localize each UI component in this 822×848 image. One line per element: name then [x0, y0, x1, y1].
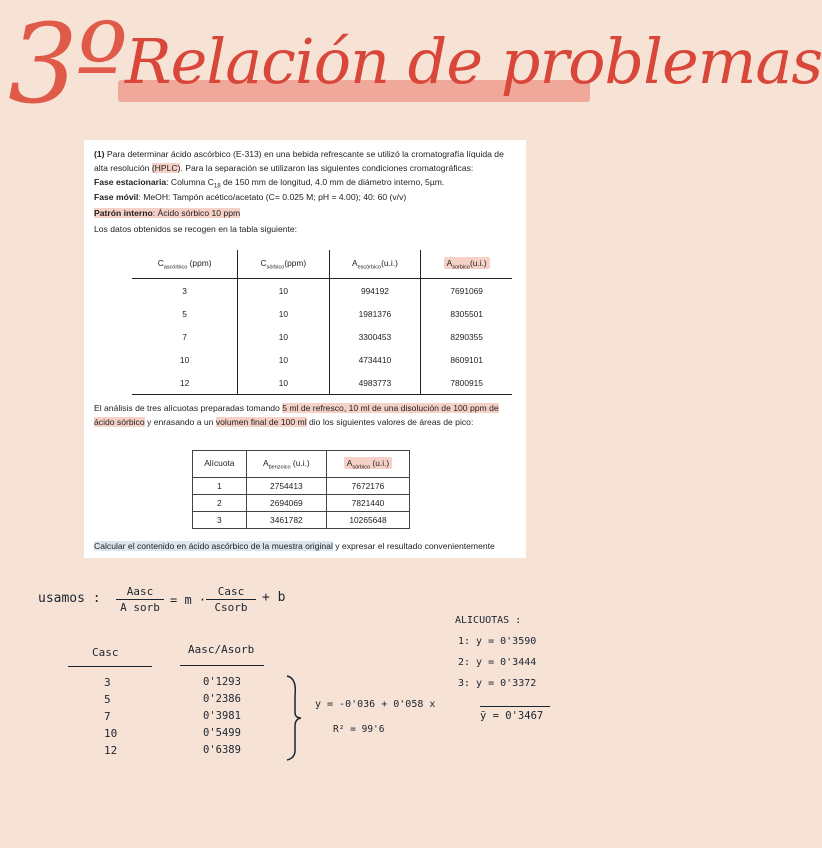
- question-highlight: Calcular el contenido en ácido ascórbico de la muestra original: [94, 541, 333, 551]
- table-cell: 10: [238, 302, 329, 325]
- regression-eq: y = -0'036 + 0'058 x: [315, 699, 436, 710]
- col2-header: Aasc/Asorb: [188, 643, 255, 656]
- table-cell: 7691069: [421, 279, 512, 303]
- list-item: 12: [104, 744, 118, 757]
- table2-header-0: Alícuota: [193, 451, 247, 478]
- table1-header-0: $C_{ascórbico}$ (ppm): [132, 250, 238, 279]
- datos-text: Los datos obtenidos se recogen en la tabla siguiente:: [94, 224, 298, 234]
- patron-label: Patrón interno: [94, 208, 153, 218]
- table-row: [132, 325, 512, 348]
- mean-rule: [480, 706, 550, 707]
- list-item: 3: [104, 676, 111, 689]
- fraction-area: [116, 585, 164, 614]
- intro-text: Para determinar ácido ascórbico (E-313) en una bebida refrescante se utilizó la cromatografía líquida de alta resolución: [94, 149, 504, 173]
- r-squared: R² = 99'6: [333, 724, 385, 735]
- problem-intro: [94, 148, 514, 175]
- fase-est-text: : Columna C: [166, 177, 214, 187]
- frac1-num: Aasc: [126, 585, 154, 598]
- table-cell: 994192: [329, 279, 421, 303]
- table-cell: 10: [179, 354, 190, 365]
- patron-text: : Ácido sórbico 10 ppm: [152, 208, 241, 218]
- aliquot-table: [192, 450, 410, 529]
- problem-number: (1): [94, 149, 105, 159]
- list-item: 0'1293: [203, 676, 241, 688]
- title-text: Relación de problemas: [125, 25, 822, 98]
- table-cell: 7672176: [326, 478, 409, 495]
- fase-mov-text: : MeOH: Tampón acético/acetato (C= 0.025 M; pH = 4.00); 40: 60 (v/v): [138, 192, 407, 202]
- list-item: 1: y = 0'3590: [458, 636, 537, 647]
- note-usamos: usamos :: [38, 591, 101, 606]
- frac1-den: A sorb: [120, 601, 160, 614]
- page-title: [0, 0, 822, 130]
- table2-header-2: $A_{sórbico}$ (u.i.): [326, 451, 409, 478]
- calibration-table: [132, 250, 512, 395]
- problem-card: [84, 140, 526, 558]
- question-text: [94, 540, 524, 554]
- list-item: 3: y = 0'3372: [458, 678, 537, 689]
- table-row: [193, 512, 410, 529]
- fase-est-end: de 150 mm de longitud, 4.0 mm de diámetro interno, 5µm.: [220, 177, 445, 187]
- table-cell: 5: [182, 308, 187, 319]
- intro-end: . Para la separación se utilizaron las siguientes condiciones cromatográficas:: [180, 162, 474, 173]
- table-cell: 3: [182, 285, 187, 296]
- table-cell: 1: [193, 478, 247, 495]
- table-cell: 2694069: [246, 495, 326, 512]
- table-cell: 8305501: [421, 302, 512, 325]
- brace-icon: [283, 672, 307, 762]
- table-row: [132, 279, 512, 303]
- analisis-highlight-1: 5 ml de refresco, 10 ml de una disolución de 100 ppm de ácido sórbico: [94, 403, 499, 427]
- table1-header-2: $A_{escórbico}(u.i.)$: [329, 250, 421, 279]
- fase-mov-label: Fase móvil: [94, 192, 139, 202]
- frac2-num: Casc: [217, 585, 245, 598]
- col2-rule: [180, 665, 264, 666]
- col1-header: Casc: [92, 646, 119, 659]
- table-cell: 8290355: [421, 325, 512, 348]
- table-cell: 7: [182, 331, 187, 342]
- table1-header-1: $C_{sórbico}(ppm)$: [238, 250, 329, 279]
- patron-interno: [94, 207, 514, 221]
- table-cell: 10: [238, 325, 329, 348]
- table-cell: 10: [238, 371, 329, 395]
- table-cell: 8609101: [421, 348, 512, 371]
- list-item: 0'6389: [203, 744, 241, 756]
- table-cell: 12: [132, 371, 238, 395]
- table-cell: 2754413: [246, 478, 326, 495]
- table-row: [193, 478, 410, 495]
- fase-est-label: Fase estacionaria: [94, 177, 167, 187]
- table2-header-1: $A_{benzoico}$ (u.i.): [246, 451, 326, 478]
- table-cell: 10: [238, 279, 329, 303]
- table-cell: 2: [193, 495, 247, 512]
- fase-movil: [94, 191, 514, 205]
- table-cell: 4983773: [329, 371, 421, 395]
- fraction-conc: [206, 585, 256, 614]
- col1-rule: [68, 666, 152, 667]
- table-row: [132, 348, 512, 371]
- analisis-3: dio los siguientes valores de áreas de pico:: [306, 416, 474, 427]
- table-cell: 7821440: [326, 495, 409, 512]
- analisis-2: y enrasando a un: [144, 416, 216, 427]
- alicuotas-title: ALICUOTAS :: [455, 615, 522, 626]
- table-row: [193, 495, 410, 512]
- note-plus-b: + b: [262, 590, 286, 605]
- mean-value: ȳ = 0'3467: [480, 710, 544, 722]
- hplc-highlight: (HPLC): [151, 162, 181, 173]
- frac2-den: Csorb: [214, 601, 248, 614]
- table-row: [132, 371, 512, 395]
- list-item: 7: [104, 710, 111, 723]
- note-eq-m: = m ·: [170, 593, 207, 607]
- list-item: 2: y = 0'3444: [458, 657, 537, 668]
- question-end: y expresar el resultado convenientemente: [332, 541, 495, 551]
- analisis-text: [94, 402, 514, 429]
- table-cell: 3: [193, 512, 247, 529]
- analisis-1: El análisis de tres alícuotas preparadas tomando: [94, 403, 283, 413]
- analisis-highlight-2: volumen final de 100 ml: [215, 416, 307, 427]
- list-item: 0'2386: [203, 693, 241, 705]
- table-cell: 3461782: [246, 512, 326, 529]
- table-cell: 10265648: [326, 512, 409, 529]
- fase-est-sub: 18: [213, 183, 221, 190]
- list-item: 10: [104, 727, 118, 740]
- table-row: [132, 302, 512, 325]
- table-cell: 3300453: [329, 325, 421, 348]
- table1-header-3: $A_{sorbico}(u.i.)$: [421, 250, 512, 279]
- list-item: 0'3981: [203, 710, 241, 722]
- title-number: 3º: [8, 0, 126, 128]
- table-cell: 7800915: [421, 371, 512, 395]
- table-cell: 1981376: [329, 302, 421, 325]
- table-cell: 4734410: [329, 348, 421, 371]
- list-item: 5: [104, 693, 111, 706]
- list-item: 0'5499: [203, 727, 241, 739]
- table-cell: 10: [238, 348, 329, 371]
